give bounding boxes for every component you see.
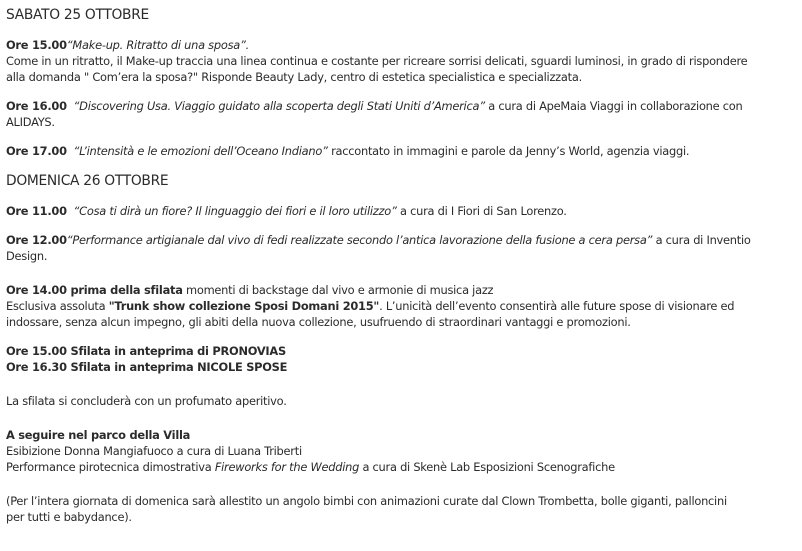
event-sfilata-nicole: Ore 16.30 Sfilata in anteprima NICOLE SPOSE [6, 360, 288, 374]
event-description: ALIDAYS. [6, 115, 55, 129]
event-title: “Discovering Usa. Viaggio guidato alla scoperta degli Stati Uniti d’America” [73, 99, 485, 113]
event-time: Ore 15.00 [6, 38, 67, 52]
kids-note [6, 493, 801, 525]
kids-note-line: per tutti e babydance). [6, 510, 132, 524]
event-description: indossare, senza alcun impegno, gli abiti della nuova collezione, usufruendo di straordinari vantaggi e promozioni. [6, 315, 631, 329]
event-title: “Cosa ti dirà un fiore? Il linguaggio dei fiori e il loro utilizzo” [73, 204, 397, 218]
event-time: Ore 17.00 [6, 144, 67, 158]
event-discovering-usa [6, 98, 801, 130]
event-makeup [6, 37, 801, 85]
event-description: Esibizione Donna Mangiafuoco a cura di Luana Triberti [6, 444, 302, 458]
event-sfilata-pronovias: Ore 15.00 Sfilata in anteprima di PRONOVIAS [6, 344, 286, 358]
event-description: a cura di Skenè Lab Esposizioni Scenografiche [359, 460, 615, 474]
kids-note-line: (Per l’intera giornata di domenica sarà allestito un angolo bimbi con animazioni curate dal Clown Trombetta, bolle giganti, palloncini [6, 494, 727, 508]
event-fiori [6, 203, 801, 219]
event-description: a cura di Inventio [652, 233, 751, 247]
event-time: Ore 14.00 prima della sfilata [6, 283, 183, 297]
aperitivo-note: La sfilata si concluderà con un profumato aperitivo. [6, 394, 287, 408]
event-description: . L’unicità dell’evento consentirà alle future spose di visionare ed [379, 299, 735, 313]
event-description: a cura di ApeMaia Viaggi in collaborazione con [484, 99, 743, 113]
event-time: Ore 12.00 [6, 233, 67, 247]
section-heading: A seguire nel parco della Villa [6, 428, 191, 442]
event-trunk-show [6, 282, 801, 330]
event-description: a cura di I Fiori di San Lorenzo. [396, 204, 567, 218]
event-description: alla domanda " Com’era la sposa?" Risponde Beauty Lady, centro di estetica specialistica e specializzata. [6, 70, 582, 84]
day-heading-saturday: SABATO 25 OTTOBRE [6, 7, 149, 23]
event-fedi [6, 232, 801, 264]
event-title: "Trunk show collezione Sposi Domani 2015" [108, 299, 380, 313]
event-description: raccontato in immagini e parole da Jenny’s World, agenzia viaggi. [327, 144, 690, 158]
event-time: Ore 11.00 [6, 204, 67, 218]
event-description: Performance pirotecnica dimostrativa [6, 460, 215, 474]
event-description: momenti di backstage dal vivo e armonie di musica jazz [182, 283, 494, 297]
event-sfilate [6, 343, 801, 375]
event-title: “Performance artigianale dal vivo di fedi realizzate secondo l’antica lavorazione della fusione a cera persa” [66, 233, 653, 247]
event-description: Come in un ritratto, il Make-up traccia una linea continua e costante per ricreare sorrisi delicati, sguardi luminosi, in grado di rispondere [6, 54, 748, 68]
event-description: Esclusiva assoluta [6, 299, 109, 313]
event-oceano-indiano [6, 143, 801, 159]
event-title: Fireworks for the Wedding [214, 460, 360, 474]
event-title: “L’intensità e le emozioni dell’Oceano Indiano” [73, 144, 328, 158]
day-heading-sunday: DOMENICA 26 OTTOBRE [6, 173, 169, 189]
event-title: “Make-up. Ritratto di una sposa”. [66, 38, 250, 52]
event-description: Design. [6, 249, 48, 263]
event-time: Ore 16.00 [6, 99, 67, 113]
event-parco [6, 427, 801, 475]
